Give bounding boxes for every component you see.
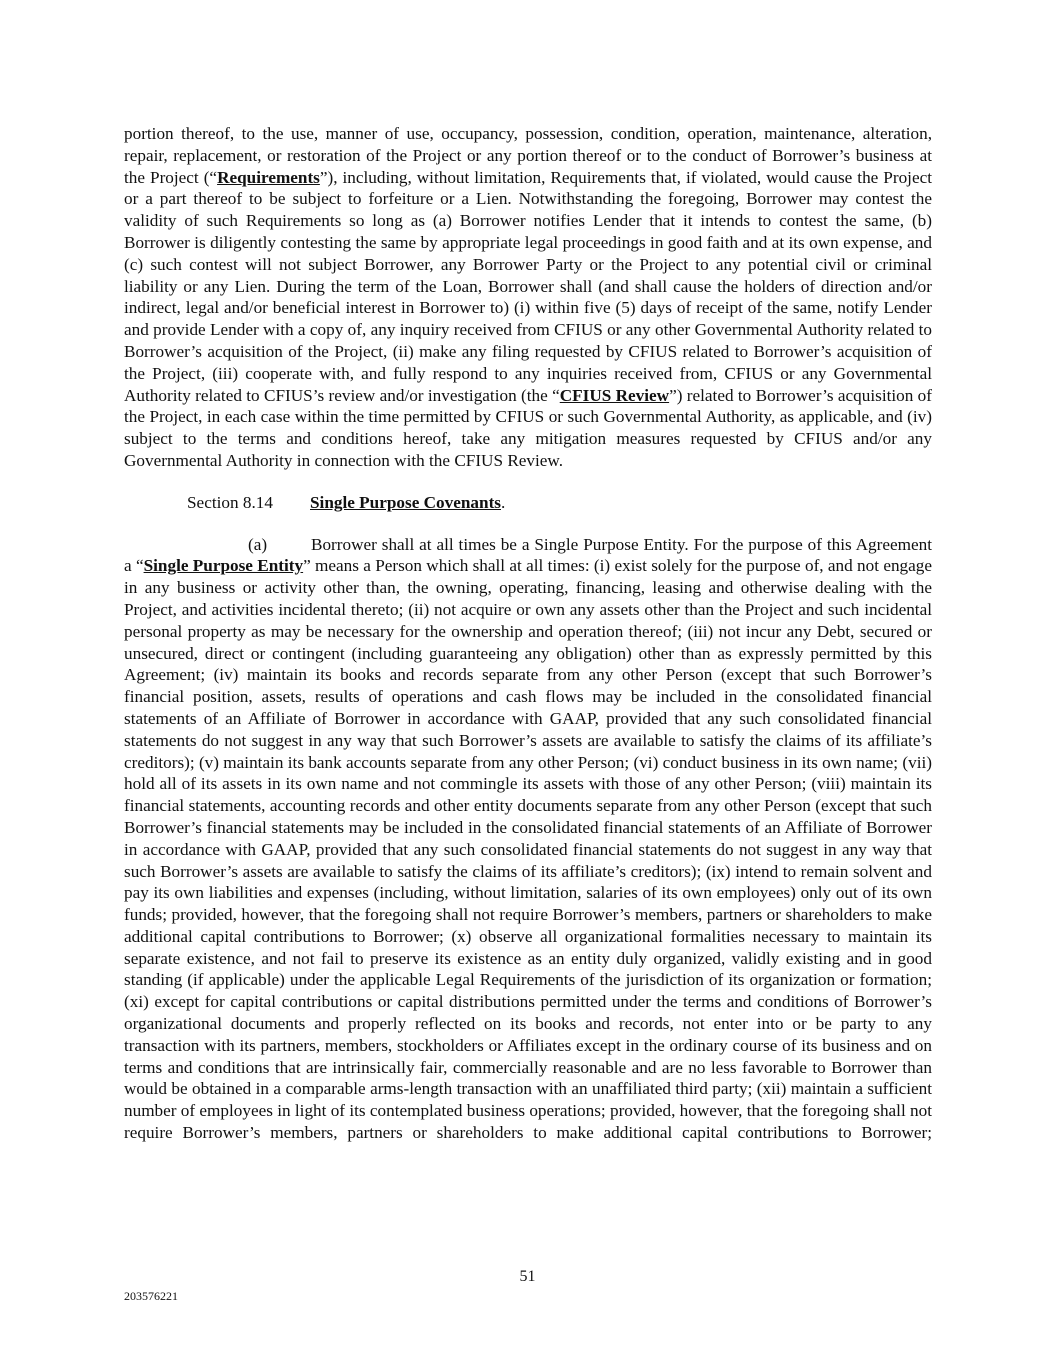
section-number: Section 8.14 bbox=[187, 492, 273, 512]
paragraph-requirements bbox=[124, 123, 932, 472]
para1-text-3: ”) related to Borrower’s acquisition of the Project, in each case within the time permitted by CFIUS or such Governmental Authority, as applicable, and (iv) subject to the terms and conditions hereof, take any mitigation measures requested by CFIUS and/or any Governmental Authority in connection with the CFIUS Review. bbox=[124, 385, 932, 470]
section-title-period: . bbox=[501, 492, 506, 512]
para2-text-2: ” means a Person which shall at all times: (i) exist solely for the purpose of, and not engage in any business or activity other than, the owning, operating, financing, leasing and otherwise dealing with the Project, and activities incidental thereto; (ii) not acquire or own any assets other than the Project and such incidental personal property as may be necessary for the ownership and operation thereof; (iii) not incur any Debt, secured or unsecured, direct or contingent (including guaranteeing any obligation) other than as expressly permitted by this Agreement; (iv) maintain its books and records separate from any other Person (except that such Borrower’s financial position, assets, results of operations and cash flows may be included in the consolidated financial statements of an Affiliate of Borrower in accordance with GAAP, provided that any such consolidated financial statements do not suggest in any way that such Borrower’s assets are available to satisfy the claims of its affiliate’s creditors); (v) maintain its bank accounts separate from any other Person; (vi) conduct business in its own name; (vii) hold all of its assets in its own name and not commingle its assets with those of any other Person; (viii) maintain its financial statements, accounting records and other entity documents separate from any other Person (except that such Borrower’s financial statements may be included in the consolidated financial statements of an Affiliate of Borrower in accordance with GAAP, provided that any such consolidated financial statements do not suggest in any way that such Borrower’s assets are available to satisfy the claims of its affiliate’s creditors); (ix) intend to remain solvent and pay its own liabilities and expenses (including, without limitation, salaries of its own employees) only out of its own funds; provided, however, that the foregoing shall not require Borrower’s members, partners or shareholders to make additional capital contributions to Borrower; (x) observe all organizational formalities necessary to maintain its separate existence, and not fail to preserve its existence as an entity duly organized, validly existing and in good standing (if applicable) under the applicable Legal Requirements of the jurisdiction of its organization or formation; (xi) except for capital contributions or capital distributions permitted under the terms and conditions of Borrower’s organizational documents and properly reflected on its books and records, not enter into or be party to any transaction with its partners, members, stockholders or Affiliates except in the ordinary course of its business and on terms and conditions that are intrinsically fair, commercially reasonable and are no less favorable to Borrower than would be obtained in a comparable arms-length transaction with an unaffiliated third party; (xii) maintain a sufficient number of employees in light of its contemplated business operations; provided, however, that the foregoing shall not require Borrower’s members, partners or shareholders to make additional capital contributions to Borrower; bbox=[124, 556, 932, 1143]
defined-term-cfius-review: CFIUS Review bbox=[559, 385, 670, 405]
section-title: Single Purpose Covenants bbox=[310, 492, 501, 512]
page-number: 51 bbox=[519, 1268, 536, 1285]
para1-text-2: ”), including, without limitation, Requirements that, if violated, would cause the Project or a part thereof to be subject to forfeiture or a Lien. Notwithstanding the foregoing, Borrower may contest the validity of such Requirements so long as (a) Borrower notifies Lender that it intends to contest the same, (b) Borrower is diligently contesting the same by appropriate legal proceedings in good faith and at its own expense, and (c) such contest will not subject Borrower, any Borrower Party or the Project to any potential civil or criminal liability or any Lien. During the term of the Loan, Borrower shall (and shall cause the holders of direction and/or indirect, legal and/or beneficial interest in Borrower to) (i) within five (5) days of receipt of the same, notify Lender and provide Lender with a copy of, any inquiry received from CFIUS or any other Governmental Authority related to Borrower’s acquisition of the Project, (ii) make any filing requested by CFIUS related to Borrower’s acquisition of the Project, (iii) cooperate with, and fully respond to any inquiries received from, CFIUS or any Governmental Authority related to CFIUS’s review and/or investigation (the “ bbox=[124, 167, 932, 405]
paragraph-single-purpose-entity bbox=[124, 534, 932, 1144]
para2-text-1: Borrower shall at all times be a Single Purpose Entity. For the purpose of this Agreement a “ bbox=[124, 534, 932, 576]
defined-term-requirements: Requirements bbox=[217, 167, 320, 187]
document-page bbox=[124, 123, 932, 1144]
para1-text-1: portion thereof, to the use, manner of use, occupancy, possession, condition, operation, maintenance, alteration, repair, replacement, or restoration of the Project or any portion thereof or to the conduct of Borrower’s business at the Project (“ bbox=[124, 124, 932, 187]
section-heading bbox=[124, 492, 932, 514]
defined-term-single-purpose-entity: Single Purpose Entity bbox=[143, 556, 304, 576]
document-id: 203576221 bbox=[124, 1289, 178, 1303]
subsection-label: (a) bbox=[248, 534, 268, 554]
